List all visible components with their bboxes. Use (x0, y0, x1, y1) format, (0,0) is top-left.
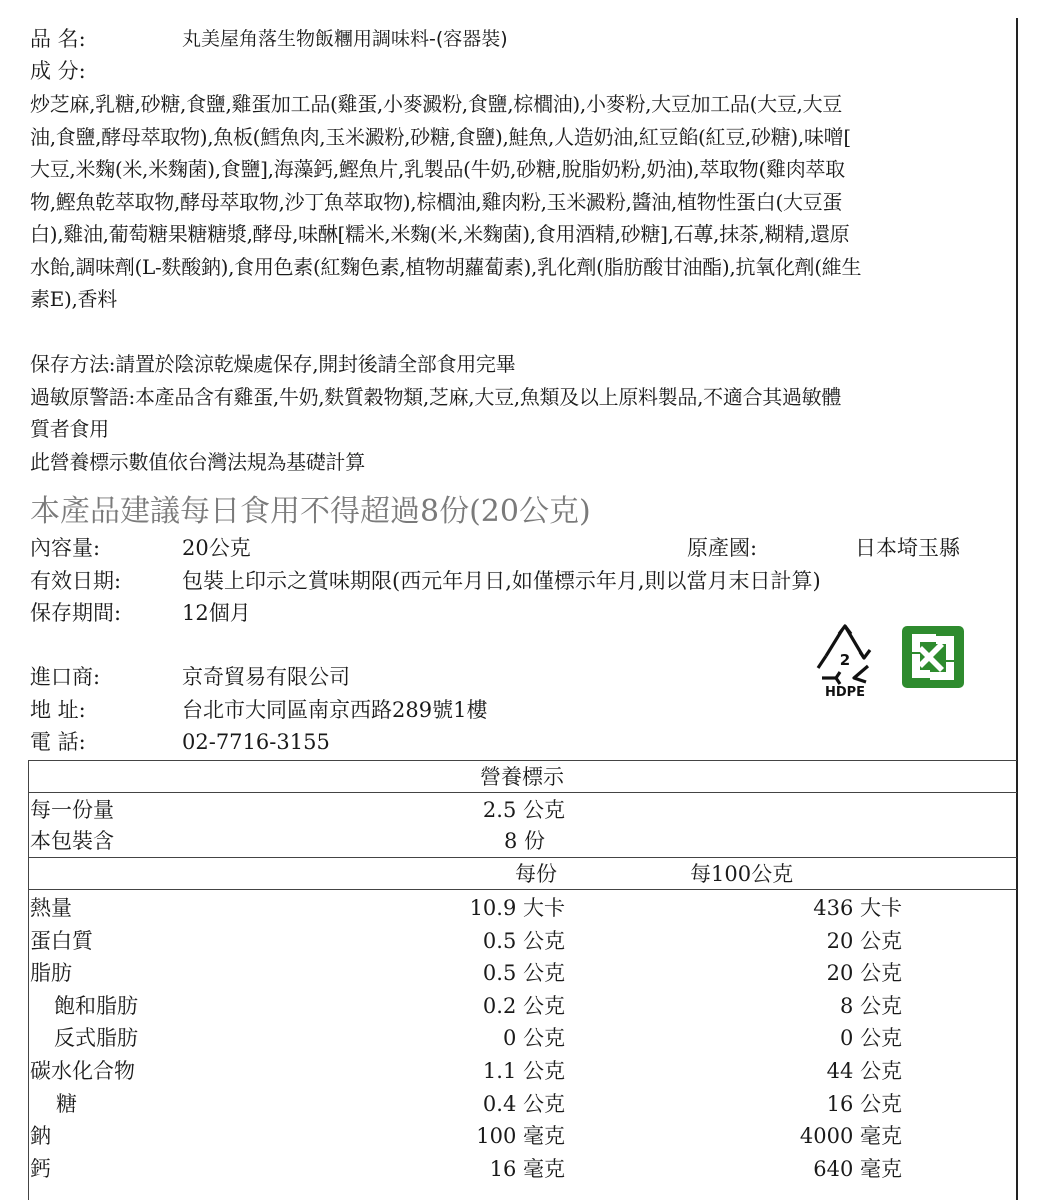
nutrient-per-serving: 0.5 公克 (482, 961, 565, 986)
nutrient-name: 鈣 (30, 1156, 51, 1181)
recycle-number: 2 (839, 651, 851, 669)
allergen-warning-line: 質者食用 (30, 417, 109, 441)
shelf-life-label: 保存期間: (30, 601, 122, 625)
product-name-value: 丸美屋角落生物飯糰用調味料-(容器裝) (182, 28, 508, 50)
nutrient-per-100g: 436 大卡 (813, 896, 902, 920)
nutrient-per-serving: 0.5 公克 (482, 928, 565, 953)
shelf-life-value: 12個月 (182, 601, 251, 625)
nutrient-per-serving: 0 公克 (502, 1026, 565, 1051)
nutrient-per-serving: 1.1 公克 (482, 1059, 565, 1083)
hdpe-recycle-icon (812, 622, 878, 700)
nutrient-name: 飽和脂肪 (54, 993, 138, 1018)
ingredients-text (30, 88, 1005, 316)
ingredients-line: 白),雞油,葡萄糖果糖糖漿,酵母,味醂[糯米,米麴(米,米麴菌),食用酒精,砂糖],石蓴,抹茶,糊精,還原 (30, 222, 850, 246)
nutrient-per-serving: 10.9 大卡 (469, 896, 565, 920)
label-right-border (1016, 18, 1018, 1200)
phone-value: 02-7716-3155 (182, 730, 330, 754)
content-label: 內容量: (30, 536, 101, 560)
nutrient-per-100g: 8 公克 (839, 993, 902, 1018)
nutrient-per-100g: 4000 毫克 (799, 1124, 902, 1149)
nutrient-per-serving: 100 毫克 (476, 1124, 565, 1149)
importer-value: 京奇貿易有限公司 (182, 665, 350, 689)
address-label: 地 址: (30, 698, 86, 722)
serving-size-value: 2.5 公克 (482, 798, 565, 822)
nutrition-top-rule (28, 760, 1017, 761)
ingredients-line: 炒芝麻,乳糖,砂糖,食鹽,雞蛋加工品(雞蛋,小麥澱粉,食鹽,棕櫚油),小麥粉,大豆加工品(大豆,大豆 (30, 92, 842, 116)
origin-label: 原產國: (687, 536, 758, 560)
serving-size-label: 每一份量 (30, 798, 114, 822)
origin-value: 日本埼玉縣 (855, 536, 960, 560)
servings-per-package-label: 本包裝含 (30, 829, 114, 853)
nutrition-serving-rule (28, 857, 1017, 858)
nutrient-per-serving: 0.2 公克 (482, 993, 565, 1018)
expiry-label: 有效日期: (30, 569, 122, 593)
nutrition-title: 營養標示 (480, 765, 564, 789)
recycle-code: HDPE (824, 685, 866, 700)
ingredients-line: 水飴,調味劑(L-麩酸鈉),食用色素(紅麴色素,植物胡蘿蔔素),乳化劑(脂肪酸甘油酯),抗氧化劑(維生 (30, 254, 862, 279)
nutrient-name: 糖 (56, 1091, 77, 1116)
nutrient-name: 鈉 (30, 1124, 51, 1149)
column-per-100g: 每100公克 (690, 862, 794, 886)
nutrition-title-rule (28, 792, 1017, 793)
content-value: 20公克 (182, 536, 251, 560)
nutrient-name: 碳水化合物 (30, 1059, 135, 1083)
ingredients-line: 大豆,米麴(米,米麴菌),食鹽],海藻鈣,鰹魚片,乳製品(牛奶,砂糖,脫脂奶粉,奶油),萃取物(雞肉萃取 (30, 157, 845, 181)
address-value: 台北市大同區南京西路289號1樓 (182, 698, 488, 722)
nutrient-per-100g: 640 毫克 (813, 1156, 902, 1181)
nutrient-per-100g: 16 公克 (826, 1091, 902, 1116)
nutrient-per-serving: 16 毫克 (489, 1156, 565, 1181)
ingredients-line: 物,鰹魚乾萃取物,酵母萃取物,沙丁魚萃取物),棕櫚油,雞肉粉,玉米澱粉,醬油,植物性蛋白(大豆蛋 (30, 189, 843, 214)
column-per-serving: 每份 (515, 862, 557, 886)
nutrient-per-100g: 20 公克 (826, 928, 902, 953)
ingredients-line: 素E),香料 (30, 287, 117, 311)
nutrient-per-100g: 44 公克 (826, 1059, 902, 1083)
nutrition-left-rule (28, 760, 29, 1200)
servings-per-package-value: 8 份 (503, 829, 545, 853)
allergen-warning-line: 過敏原警語:本產品含有雞蛋,牛奶,麩質穀物類,芝麻,大豆,魚類及以上原料製品,不適合其過敏體 (30, 384, 842, 409)
storage-method: 保存方法:請置於陰涼乾燥處保存,開封後請全部食用完畢 (30, 352, 516, 376)
nutrient-name: 反式脂肪 (54, 1026, 138, 1051)
nutrient-name: 脂肪 (30, 961, 72, 986)
nutrient-per-serving: 0.4 公克 (482, 1091, 565, 1116)
expiry-value: 包裝上印示之賞味期限(西元年月日,如僅標示年月,則以當月末日計算) (182, 569, 821, 593)
nutrition-basis-note: 此營養標示數值依台灣法規為基礎計算 (30, 449, 365, 474)
product-name-label: 品 名: (30, 27, 86, 51)
nutrition-header-rule (28, 889, 1017, 890)
notes-block (30, 348, 1005, 478)
nutrient-name: 蛋白質 (30, 928, 93, 953)
ingredients-line: 油,食鹽,酵母萃取物),魚板(鱈魚肉,玉米澱粉,砂糖,食鹽),鮭魚,人造奶油,紅豆餡(紅豆,砂糖),味噌[ (30, 124, 851, 149)
container-recycle-icon (900, 624, 966, 690)
daily-recommendation: 本產品建議每日食用不得超過8份(20公克) (30, 494, 591, 529)
phone-label: 電 話: (30, 730, 86, 754)
nutrient-per-100g: 0 公克 (839, 1026, 902, 1051)
nutrient-per-100g: 20 公克 (826, 961, 902, 986)
nutrient-name: 熱量 (30, 896, 72, 920)
importer-label: 進口商: (30, 665, 101, 689)
ingredients-label: 成 分: (30, 59, 86, 83)
